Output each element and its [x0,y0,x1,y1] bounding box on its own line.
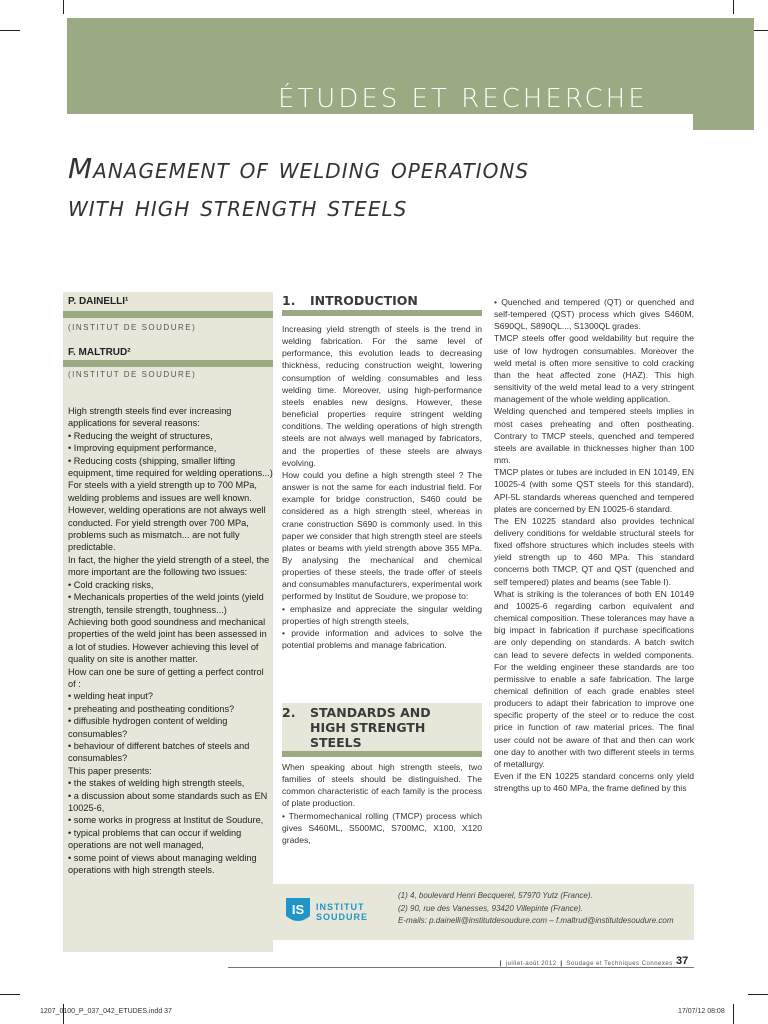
column-middle-lower [282,761,482,846]
abstract-line: • some works in progress at Institut de Soudure, [68,815,264,826]
abstract-line: In fact, the higher the yield strength of a steel, the more important are the following two issues: [68,554,270,578]
paragraph: What is striking is the tolerances of both EN 10149 and 10025-6 regarding carbon equivalent and chemical composition. These tolerances may have a big impact in fabrication if purchase specifications are only depending on standards. A batch switch can lead to severe defects in welded components. For the welding engineer these standards are too permissive to enable a safe fabrication. The large chemical definition of each grade enables steel producers to adapt their fabrication to improve one specific property of the steel or to reduce the cost price in function of raw material prices. The final user could not be aware of that and then can work one day to another with two different steels in terms of metallurgy. [494,588,694,769]
abstract-line: Achieving both good soundness and mechanical properties of the weld joint has been assessed in a lot of studies. However achieving this level of quality on site is another matter. [68,616,267,665]
abstract-line: How can one be sure of getting a perfect control of : [68,666,264,689]
footnote: (1) 4, boulevard Henri Becquerel, 57970 Yutz (France). [398,891,593,900]
print-slug-file: 1207_0100_P_037_042_ETUDES.indd 37 [40,1008,172,1015]
article-title [68,150,728,226]
logo-line-2: SOUDURE [316,912,369,922]
section-number: 1. [282,293,296,308]
author-bar [63,360,273,367]
abstract-line: • Cold cracking risks, [68,579,154,590]
footnotes [398,890,688,928]
header-band-tail [693,114,754,130]
abstract-line: • welding heat input? [68,691,153,702]
author-name: F. MALTRUD² [68,347,131,358]
crop-mark [748,994,768,995]
paragraph: The EN 10225 standard also provides technical delivery conditions for weldable structural steels for fixed offshore structures which includes steels with yield strength up to 460 MPa. This standard concerns both TMCP, QT and QST (quenched and self tempered) plates and beams (see Table I). [494,515,694,587]
crop-mark [63,0,64,14]
footer-issue: ❙ juillet-août 2012 ❙ Soudage et Techniques Connexes [498,961,673,967]
crop-mark [0,994,20,995]
section-heading-introduction [282,292,482,316]
abstract-line: • diffusible hydrogen content of welding consumables? [68,716,228,739]
paragraph: • Quenched and tempered (QT) or quenched and self-tempered (QST) process which gives S460M, S690QL, S890QL..., S1300QL grades. [494,297,694,332]
abstract-line: For steels with a yield strength up to 700 MPa, welding problems and issues are well known. However, welding operations are not always well conducted. For yield strength over 700 MPa, problems such as mismatch... are not fully predictable. [68,480,266,553]
header-notch [67,114,693,130]
paragraph: TMCP plates or tubes are included in EN 10149, EN 10025-4 (with some QST steels for this standard), API-5L standards whereas quenched and tempered plates are concerned by EN 10025-6 standard. [494,467,694,514]
author-name: P. DAINELLI¹ [68,296,129,307]
author-affiliation: (INSTITUT DE SOUDURE) [68,370,197,379]
section-heading-line: HIGH STRENGTH [310,720,426,735]
page-number: 37 [676,955,689,967]
abstract-line: • typical problems that can occur if welding operations are not well managed, [68,827,242,851]
abstract-line: • Reducing costs (shipping, smaller lifting equipment, time required for welding operations...) [68,455,273,479]
author-affiliation: (INSTITUT DE SOUDURE) [68,323,197,332]
title-line-2: with high strength steels [68,190,408,223]
paragraph: • provide information and advices to solve the potential problems and manage fabrication. [282,627,482,651]
abstract-line: • Improving equipment performance, [68,443,217,454]
crop-mark [0,30,20,31]
abstract-line: • the stakes of welding high strength steels, [68,778,245,789]
title-line-1: Management of welding operations [68,152,530,185]
abstract-line: • preheating and postheating conditions? [68,703,235,714]
paragraph: Welding quenched and tempered steels implies in most cases preheating and often postheating. Contrary to TMCP steels, quenched and tempered steels are available in thicknesses higher than 100 mm. [494,406,694,466]
section-number: 2. [282,705,296,720]
abstract [68,405,273,876]
abstract-line: This paper presents: [68,765,152,776]
abstract-line: • Mechanicals properties of the weld joints (yield strength, tensile strength, toughness...) [68,592,264,615]
abstract-line: • some point of views about managing welding operations with high strength steels. [68,852,257,876]
column-right [494,296,694,794]
section-heading-line: STANDARDS AND [310,705,431,720]
logo-line-1: INSTITUT [316,902,365,912]
institut-soudure-logo [284,896,394,926]
section-heading-standards [282,703,482,757]
section-heading-text: INTRODUCTION [310,293,418,308]
paragraph: • emphasize and appreciate the singular welding properties of high strength steels, [282,603,482,626]
crop-mark [733,1004,734,1024]
paragraph: How could you define a high strength steel ? The answer is not the same for each industrial field. For example for bridge construction, S460 could be considered as a high strength steel, whereas in crane construction S690 is commonly used. In this paper we consider that high strength steel are steels plates or beams with yield strength above 355 MPa. By analysing the mechanical and chemical properties of these steels, the trade offer of steels and consumables manufacturers, experimental work performed by Institut de Soudure, we propose to: [282,469,482,602]
section-heading-line: STEELS [310,735,362,750]
abstract-line: • Reducing the weight of structures, [68,430,213,441]
paragraph: TMCP steels offer good weldability but require the use of low hydrogen consumables. Moreover the weld metal is often more sensitive to cold cracking than the heat affected zone (HAZ). This high sensitivity of the weld metal lead to a very stringent management of the whole welding application. [494,333,694,405]
column-middle [282,323,482,651]
abstract-line: • behaviour of different batches of steels and consumables? [68,740,250,764]
paragraph: When speaking about high strength steels, two families of steels should be distinguished. The common characteristic of each family is the process of plate production. [282,762,482,809]
crop-mark [733,0,734,14]
footnote: (2) 90, rue des Vanesses, 93420 Villepinte (France). [398,903,583,913]
abstract-line: High strength steels find ever increasing applications for several reasons: [68,406,232,429]
author-bar [63,311,273,318]
paragraph: Increasing yield strength of steels is the trend in welding fabrication. For the same level of performance, this evolution leads to decreasing thickness, reducing construction weight, lowering consumption of welding consumables and less welding time. Moreover, using high-performance steels enables new designs. However, these beneficial properties require stringent welding conditions. The welding operations of high strength steels are not always well managed by fabricators, and the properties of these steels are always evolving. [282,324,482,468]
footer-rule [228,967,694,968]
section-title: ÉTUDES ET RECHERCHE [278,84,648,114]
footnote-emails: E-mails: p.dainelli@institutdesoudure.com – f.maltrud@institutdesoudure.com [398,916,674,925]
paragraph: Even if the EN 10225 standard concerns only yield strengths up to 460 MPa, the frame defined by this [494,771,694,794]
print-slug-date: 17/07/12 08:08 [678,1008,725,1015]
logo-mark: IS [291,902,305,917]
abstract-line: • a discussion about some standards such as EN 10025-6, [68,790,268,813]
paragraph: • Thermomechanical rolling (TMCP) process which gives S460ML, S500MC, S700MC, X100, X120 grades, [282,810,482,845]
